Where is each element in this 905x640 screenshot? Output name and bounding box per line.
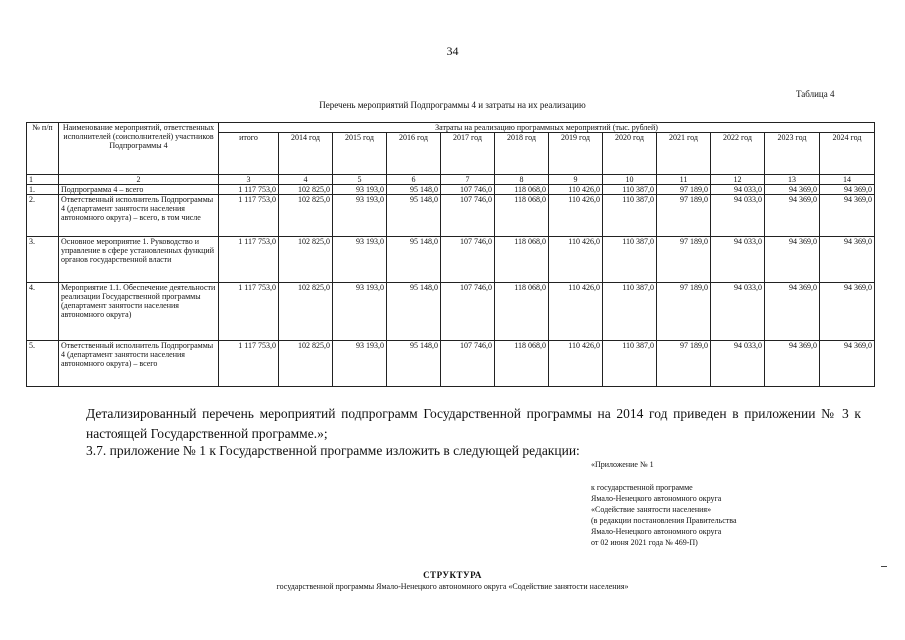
column-number: 2 <box>59 175 219 185</box>
row-number: 4. <box>27 283 59 341</box>
table-row <box>27 195 875 237</box>
column-number: 13 <box>765 175 820 185</box>
paragraph-amendment: 3.7. приложение № 1 к Государственной программе изложить в следующей редакции: <box>86 443 580 458</box>
row-number: 1. <box>27 185 59 195</box>
row-value: 94 369,0 <box>820 195 875 237</box>
margin-dash <box>881 566 887 567</box>
column-number: 1 <box>27 175 59 185</box>
row-value: 94 033,0 <box>711 237 765 283</box>
header-costs: Затраты на реализацию программных мероприятий (тыс. рублей) <box>219 123 875 133</box>
row-value: 95 148,0 <box>387 185 441 195</box>
row-value: 102 825,0 <box>279 185 333 195</box>
column-number: 4 <box>279 175 333 185</box>
column-number: 9 <box>549 175 603 185</box>
table-row <box>27 283 875 341</box>
appendix-line: Ямало-Ненецкого автономного округа <box>591 494 722 503</box>
column-number: 14 <box>820 175 875 185</box>
table-row <box>27 185 875 195</box>
row-value: 95 148,0 <box>387 195 441 237</box>
row-value: 97 189,0 <box>657 195 711 237</box>
row-value: 97 189,0 <box>657 185 711 195</box>
header-year: 2023 год <box>765 133 820 175</box>
row-value: 95 148,0 <box>387 237 441 283</box>
row-value: 110 426,0 <box>549 185 603 195</box>
table-row <box>27 237 875 283</box>
row-value: 94 369,0 <box>820 341 875 387</box>
table-label: Таблица 4 <box>796 89 835 99</box>
row-value: 94 369,0 <box>765 195 820 237</box>
row-value: 94 369,0 <box>820 185 875 195</box>
row-value: 107 746,0 <box>441 237 495 283</box>
header-year: 2024 год <box>820 133 875 175</box>
column-number: 5 <box>333 175 387 185</box>
table-row <box>27 341 875 387</box>
row-value: 107 746,0 <box>441 341 495 387</box>
row-name: Ответственный исполнитель Подпрограммы 4 (департамент занятости населения автономного округа) – всего, в том числе <box>59 195 219 237</box>
row-value: 110 426,0 <box>549 283 603 341</box>
row-value: 110 426,0 <box>549 341 603 387</box>
row-value: 102 825,0 <box>279 237 333 283</box>
row-value: 95 148,0 <box>387 341 441 387</box>
table-title: Перечень мероприятий Подпрограммы 4 и затраты на их реализацию <box>319 100 586 110</box>
header-year: 2017 год <box>441 133 495 175</box>
row-value: 93 193,0 <box>333 185 387 195</box>
appendix-line: от 02 июня 2021 года № 469-П) <box>591 538 698 547</box>
row-number: 2. <box>27 195 59 237</box>
row-value: 93 193,0 <box>333 237 387 283</box>
header-year: 2018 год <box>495 133 549 175</box>
row-value: 94 369,0 <box>765 185 820 195</box>
row-name: Подпрограмма 4 – всего <box>59 185 219 195</box>
row-value: 102 825,0 <box>279 283 333 341</box>
costs-table <box>26 122 875 387</box>
paragraph-detail: Детализированный перечень мероприятий подпрограмм Государственной программы на 2014 год приведен в приложении № 3 к настоящей Государственной программе.»; <box>86 406 861 441</box>
row-value: 94 033,0 <box>711 341 765 387</box>
header-year: 2015 год <box>333 133 387 175</box>
row-value: 118 068,0 <box>495 341 549 387</box>
appendix-block <box>591 459 811 548</box>
appendix-title: «Приложение № 1 <box>591 460 654 469</box>
row-value: 110 426,0 <box>549 237 603 283</box>
header-year: 2020 год <box>603 133 657 175</box>
header-year: 2021 год <box>657 133 711 175</box>
row-name: Основное мероприятие 1. Руководство и управление в сфере установленных функций органов государственной власти <box>59 237 219 283</box>
row-value: 118 068,0 <box>495 185 549 195</box>
row-value: 94 033,0 <box>711 185 765 195</box>
appendix-line: к государственной программе <box>591 483 693 492</box>
row-value: 97 189,0 <box>657 341 711 387</box>
row-name: Ответственный исполнитель Подпрограммы 4 (департамент занятости населения автономного округа) – всего <box>59 341 219 387</box>
header-name: Наименование мероприятий, ответственных исполнителей (соисполнителей) участников Подпрограммы 4 <box>59 123 219 175</box>
appendix-line: «Содействие занятости населения» <box>591 505 712 514</box>
column-number: 12 <box>711 175 765 185</box>
row-value: 95 148,0 <box>387 283 441 341</box>
row-value: 110 387,0 <box>603 341 657 387</box>
row-value: 94 033,0 <box>711 195 765 237</box>
row-value: 110 387,0 <box>603 237 657 283</box>
row-value: 102 825,0 <box>279 341 333 387</box>
row-value: 110 387,0 <box>603 283 657 341</box>
row-value: 107 746,0 <box>441 195 495 237</box>
column-number: 11 <box>657 175 711 185</box>
row-value: 107 746,0 <box>441 283 495 341</box>
header-year: 2014 год <box>279 133 333 175</box>
column-number: 3 <box>219 175 279 185</box>
row-value: 93 193,0 <box>333 341 387 387</box>
row-value: 118 068,0 <box>495 237 549 283</box>
row-value: 93 193,0 <box>333 283 387 341</box>
column-number: 10 <box>603 175 657 185</box>
row-value: 93 193,0 <box>333 195 387 237</box>
structure-subtitle: государственной программы Ямало-Ненецкого автономного округа «Содействие занятости населения» <box>276 582 629 591</box>
header-no: № п/п <box>27 123 59 175</box>
row-value: 110 387,0 <box>603 195 657 237</box>
row-value: 94 369,0 <box>765 283 820 341</box>
structure-title: СТРУКТУРА <box>423 570 482 580</box>
row-value: 94 369,0 <box>820 283 875 341</box>
column-number: 6 <box>387 175 441 185</box>
row-value: 1 117 753,0 <box>219 283 279 341</box>
page-number: 34 <box>446 44 459 58</box>
row-value: 107 746,0 <box>441 185 495 195</box>
appendix-line: (в редакции постановления Правительства <box>591 516 737 525</box>
row-value: 1 117 753,0 <box>219 237 279 283</box>
row-value: 94 369,0 <box>765 237 820 283</box>
row-value: 97 189,0 <box>657 237 711 283</box>
appendix-line: Ямало-Ненецкого автономного округа <box>591 527 722 536</box>
column-number: 7 <box>441 175 495 185</box>
row-value: 1 117 753,0 <box>219 195 279 237</box>
table-body <box>27 185 875 387</box>
row-number: 3. <box>27 237 59 283</box>
row-value: 1 117 753,0 <box>219 341 279 387</box>
row-value: 110 426,0 <box>549 195 603 237</box>
header-year: 2022 год <box>711 133 765 175</box>
row-value: 94 033,0 <box>711 283 765 341</box>
row-number: 5. <box>27 341 59 387</box>
row-value: 1 117 753,0 <box>219 185 279 195</box>
row-value: 110 387,0 <box>603 185 657 195</box>
column-number: 8 <box>495 175 549 185</box>
header-year: итого <box>219 133 279 175</box>
row-value: 94 369,0 <box>820 237 875 283</box>
header-year: 2019 год <box>549 133 603 175</box>
row-value: 97 189,0 <box>657 283 711 341</box>
row-value: 102 825,0 <box>279 195 333 237</box>
row-name: Мероприятие 1.1. Обеспечение деятельности реализации Государственной программы (департамент занятости населения автономного округа) <box>59 283 219 341</box>
row-value: 118 068,0 <box>495 195 549 237</box>
column-numbers-row <box>27 175 875 185</box>
header-year: 2016 год <box>387 133 441 175</box>
row-value: 118 068,0 <box>495 283 549 341</box>
row-value: 94 369,0 <box>765 341 820 387</box>
